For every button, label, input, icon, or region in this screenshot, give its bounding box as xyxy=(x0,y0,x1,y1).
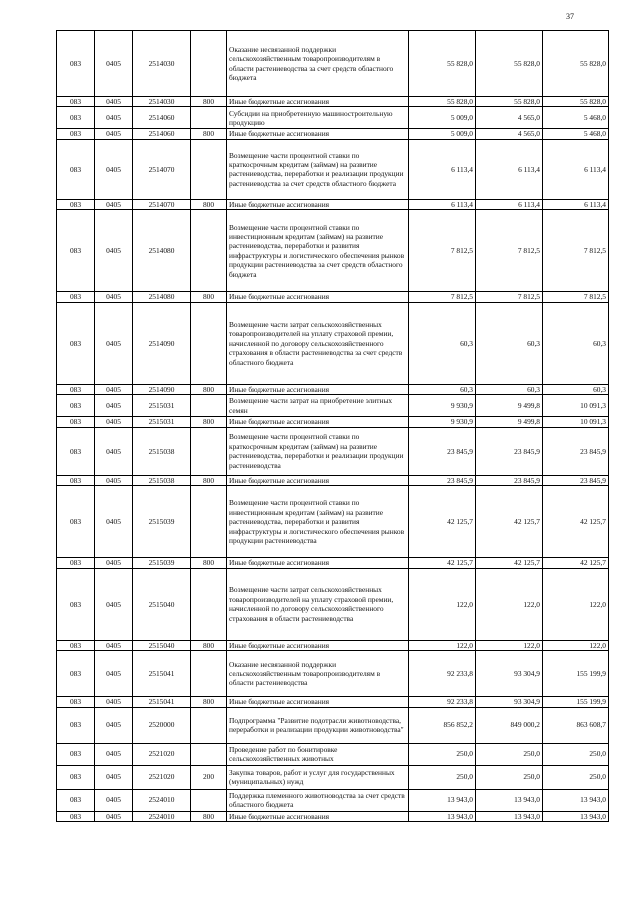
target-article-cell: 2515040 xyxy=(133,640,191,650)
amount-year2-cell: 23 845,9 xyxy=(476,475,543,485)
item-name-cell: Возмещение части затрат на приобретение элитных семян xyxy=(227,395,409,417)
target-article-cell: 2515038 xyxy=(133,475,191,485)
item-name-cell: Поддержка племенного животноводства за счет средств областного бюджета xyxy=(227,789,409,811)
amount-year1-cell: 23 845,9 xyxy=(409,475,476,485)
item-name-cell: Иные бюджетные ассигнования xyxy=(227,292,409,302)
admin-code-cell: 083 xyxy=(57,107,95,129)
item-name-cell: Оказание несвязанной поддержки сельскохозяйственным товаропроизводителям в области растениеводства xyxy=(227,651,409,697)
section-code-cell: 0405 xyxy=(95,475,133,485)
expense-kind-cell: 200 xyxy=(191,765,227,789)
amount-year2-cell: 55 828,0 xyxy=(476,31,543,97)
admin-code-cell: 083 xyxy=(57,395,95,417)
amount-year3-cell: 5 468,0 xyxy=(543,129,609,139)
amount-year2-cell: 250,0 xyxy=(476,743,543,765)
expense-kind-cell: 800 xyxy=(191,384,227,394)
amount-year2-cell: 6 113,4 xyxy=(476,139,543,199)
expense-kind-cell xyxy=(191,789,227,811)
expense-kind-cell: 800 xyxy=(191,199,227,209)
table-row xyxy=(57,384,609,394)
table-row xyxy=(57,789,609,811)
amount-year1-cell: 250,0 xyxy=(409,765,476,789)
item-name-cell: Возмещение части затрат сельскохозяйственных товаропроизводителей на уплату страховой премии, начисленной по договору сельскохозяйственного страхования в области растениеводства xyxy=(227,568,409,640)
item-name-cell: Иные бюджетные ассигнования xyxy=(227,697,409,707)
target-article-cell: 2521020 xyxy=(133,743,191,765)
amount-year1-cell: 5 009,0 xyxy=(409,129,476,139)
amount-year1-cell: 9 930,9 xyxy=(409,417,476,427)
target-article-cell: 2515038 xyxy=(133,427,191,475)
expense-kind-cell xyxy=(191,302,227,384)
admin-code-cell: 083 xyxy=(57,765,95,789)
item-name-cell: Иные бюджетные ассигнования xyxy=(227,129,409,139)
admin-code-cell: 083 xyxy=(57,811,95,821)
item-name-cell: Иные бюджетные ассигнования xyxy=(227,384,409,394)
amount-year2-cell: 42 125,7 xyxy=(476,486,543,558)
amount-year2-cell: 60,3 xyxy=(476,302,543,384)
amount-year2-cell: 60,3 xyxy=(476,384,543,394)
item-name-cell: Возмещение части процентной ставки по краткосрочным кредитам (займам) на развитие растениеводства, переработки и реализации продукции растениеводства xyxy=(227,427,409,475)
amount-year2-cell: 4 565,0 xyxy=(476,107,543,129)
amount-year2-cell: 9 499,8 xyxy=(476,395,543,417)
admin-code-cell: 083 xyxy=(57,486,95,558)
section-code-cell: 0405 xyxy=(95,199,133,209)
target-article-cell: 2524010 xyxy=(133,789,191,811)
amount-year1-cell: 6 113,4 xyxy=(409,199,476,209)
target-article-cell: 2515041 xyxy=(133,651,191,697)
amount-year2-cell: 6 113,4 xyxy=(476,199,543,209)
expense-kind-cell: 800 xyxy=(191,811,227,821)
expense-kind-cell: 800 xyxy=(191,697,227,707)
amount-year3-cell: 7 812,5 xyxy=(543,210,609,292)
section-code-cell: 0405 xyxy=(95,707,133,743)
amount-year2-cell: 7 812,5 xyxy=(476,210,543,292)
table-row xyxy=(57,129,609,139)
table-row xyxy=(57,107,609,129)
amount-year2-cell: 122,0 xyxy=(476,640,543,650)
section-code-cell: 0405 xyxy=(95,417,133,427)
amount-year2-cell: 250,0 xyxy=(476,765,543,789)
amount-year3-cell: 13 943,0 xyxy=(543,789,609,811)
target-article-cell: 2515031 xyxy=(133,395,191,417)
table-row xyxy=(57,697,609,707)
amount-year1-cell: 9 930,9 xyxy=(409,395,476,417)
target-article-cell: 2524010 xyxy=(133,811,191,821)
table-row xyxy=(57,302,609,384)
table-row xyxy=(57,139,609,199)
admin-code-cell: 083 xyxy=(57,427,95,475)
table-row xyxy=(57,210,609,292)
admin-code-cell: 083 xyxy=(57,651,95,697)
amount-year3-cell: 60,3 xyxy=(543,384,609,394)
amount-year3-cell: 5 468,0 xyxy=(543,107,609,129)
amount-year1-cell: 5 009,0 xyxy=(409,107,476,129)
expense-kind-cell: 800 xyxy=(191,640,227,650)
target-article-cell: 2515031 xyxy=(133,417,191,427)
target-article-cell: 2514080 xyxy=(133,210,191,292)
item-name-cell: Возмещение части затрат сельскохозяйственных товаропроизводителей на уплату страховой премии, начисленной по договору сельскохозяйственного страхования в области растениеводства за счет средств областного бюджета xyxy=(227,302,409,384)
expense-kind-cell xyxy=(191,395,227,417)
amount-year2-cell: 93 304,9 xyxy=(476,697,543,707)
amount-year1-cell: 42 125,7 xyxy=(409,486,476,558)
target-article-cell: 2515041 xyxy=(133,697,191,707)
item-name-cell: Субсидии на приобретенную машиностроительную продукцию xyxy=(227,107,409,129)
target-article-cell: 2514030 xyxy=(133,31,191,97)
amount-year3-cell: 155 199,9 xyxy=(543,697,609,707)
item-name-cell: Закупка товаров, работ и услуг для государственных (муниципальных) нужд xyxy=(227,765,409,789)
target-article-cell: 2514090 xyxy=(133,384,191,394)
amount-year1-cell: 13 943,0 xyxy=(409,811,476,821)
budget-table xyxy=(56,30,609,822)
amount-year1-cell: 92 233,8 xyxy=(409,651,476,697)
amount-year1-cell: 42 125,7 xyxy=(409,558,476,568)
expense-kind-cell: 800 xyxy=(191,417,227,427)
expense-kind-cell xyxy=(191,743,227,765)
section-code-cell: 0405 xyxy=(95,384,133,394)
expense-kind-cell xyxy=(191,651,227,697)
table-row xyxy=(57,31,609,97)
table-row xyxy=(57,640,609,650)
amount-year3-cell: 6 113,4 xyxy=(543,139,609,199)
admin-code-cell: 083 xyxy=(57,417,95,427)
amount-year3-cell: 122,0 xyxy=(543,640,609,650)
amount-year3-cell: 13 943,0 xyxy=(543,811,609,821)
table-row xyxy=(57,651,609,697)
item-name-cell: Иные бюджетные ассигнования xyxy=(227,417,409,427)
item-name-cell: Иные бюджетные ассигнования xyxy=(227,811,409,821)
table-row xyxy=(57,97,609,107)
admin-code-cell: 083 xyxy=(57,97,95,107)
section-code-cell: 0405 xyxy=(95,743,133,765)
target-article-cell: 2515040 xyxy=(133,568,191,640)
admin-code-cell: 083 xyxy=(57,31,95,97)
amount-year3-cell: 155 199,9 xyxy=(543,651,609,697)
section-code-cell: 0405 xyxy=(95,129,133,139)
target-article-cell: 2514070 xyxy=(133,139,191,199)
amount-year1-cell: 122,0 xyxy=(409,568,476,640)
amount-year2-cell: 9 499,8 xyxy=(476,417,543,427)
amount-year1-cell: 60,3 xyxy=(409,302,476,384)
amount-year1-cell: 13 943,0 xyxy=(409,789,476,811)
amount-year3-cell: 23 845,9 xyxy=(543,475,609,485)
target-article-cell: 2514070 xyxy=(133,199,191,209)
target-article-cell: 2514060 xyxy=(133,107,191,129)
table-row xyxy=(57,427,609,475)
item-name-cell: Возмещение части процентной ставки по инвестиционным кредитам (займам) на развитие растениеводства, переработки и развития инфраструктуры и логистического обеспечения рынков продукции растениеводства xyxy=(227,486,409,558)
table-row xyxy=(57,558,609,568)
section-code-cell: 0405 xyxy=(95,210,133,292)
expense-kind-cell xyxy=(191,568,227,640)
amount-year1-cell: 7 812,5 xyxy=(409,210,476,292)
section-code-cell: 0405 xyxy=(95,427,133,475)
item-name-cell: Иные бюджетные ассигнования xyxy=(227,640,409,650)
section-code-cell: 0405 xyxy=(95,765,133,789)
admin-code-cell: 083 xyxy=(57,384,95,394)
item-name-cell: Иные бюджетные ассигнования xyxy=(227,558,409,568)
amount-year2-cell: 42 125,7 xyxy=(476,558,543,568)
amount-year3-cell: 42 125,7 xyxy=(543,486,609,558)
amount-year3-cell: 122,0 xyxy=(543,568,609,640)
admin-code-cell: 083 xyxy=(57,292,95,302)
section-code-cell: 0405 xyxy=(95,31,133,97)
amount-year1-cell: 122,0 xyxy=(409,640,476,650)
item-name-cell: Иные бюджетные ассигнования xyxy=(227,199,409,209)
item-name-cell: Иные бюджетные ассигнования xyxy=(227,475,409,485)
amount-year3-cell: 55 828,0 xyxy=(543,31,609,97)
section-code-cell: 0405 xyxy=(95,292,133,302)
admin-code-cell: 083 xyxy=(57,475,95,485)
table-row xyxy=(57,475,609,485)
admin-code-cell: 083 xyxy=(57,129,95,139)
table-row xyxy=(57,486,609,558)
amount-year2-cell: 4 565,0 xyxy=(476,129,543,139)
amount-year3-cell: 10 091,3 xyxy=(543,417,609,427)
section-code-cell: 0405 xyxy=(95,811,133,821)
admin-code-cell: 083 xyxy=(57,210,95,292)
item-name-cell: Оказание несвязанной поддержки сельскохозяйственным товаропроизводителям в области растениеводства за счет средств областного бюджета xyxy=(227,31,409,97)
table-row xyxy=(57,292,609,302)
amount-year2-cell: 13 943,0 xyxy=(476,789,543,811)
amount-year2-cell: 93 304,9 xyxy=(476,651,543,697)
amount-year3-cell: 863 608,7 xyxy=(543,707,609,743)
item-name-cell: Возмещение части процентной ставки по краткосрочным кредитам (займам) на развитие растениеводства, переработки и реализации продукции растениеводства за счет средств областного бюджета xyxy=(227,139,409,199)
admin-code-cell: 083 xyxy=(57,568,95,640)
amount-year1-cell: 6 113,4 xyxy=(409,139,476,199)
section-code-cell: 0405 xyxy=(95,302,133,384)
table-row xyxy=(57,199,609,209)
section-code-cell: 0405 xyxy=(95,568,133,640)
amount-year3-cell: 23 845,9 xyxy=(543,427,609,475)
amount-year2-cell: 7 812,5 xyxy=(476,292,543,302)
table-row xyxy=(57,568,609,640)
expense-kind-cell xyxy=(191,707,227,743)
expense-kind-cell: 800 xyxy=(191,558,227,568)
amount-year2-cell: 122,0 xyxy=(476,568,543,640)
expense-kind-cell: 800 xyxy=(191,97,227,107)
target-article-cell: 2515039 xyxy=(133,486,191,558)
section-code-cell: 0405 xyxy=(95,139,133,199)
section-code-cell: 0405 xyxy=(95,697,133,707)
amount-year1-cell: 250,0 xyxy=(409,743,476,765)
section-code-cell: 0405 xyxy=(95,558,133,568)
amount-year3-cell: 55 828,0 xyxy=(543,97,609,107)
section-code-cell: 0405 xyxy=(95,486,133,558)
expense-kind-cell xyxy=(191,139,227,199)
amount-year3-cell: 7 812,5 xyxy=(543,292,609,302)
target-article-cell: 2521020 xyxy=(133,765,191,789)
amount-year2-cell: 13 943,0 xyxy=(476,811,543,821)
table-row xyxy=(57,811,609,821)
admin-code-cell: 083 xyxy=(57,743,95,765)
item-name-cell: Проведение работ по бонитировке сельскохозяйственных животных xyxy=(227,743,409,765)
item-name-cell: Подпрограмма "Развитие подотрасли животноводства, переработки и реализации продукции животноводства" xyxy=(227,707,409,743)
expense-kind-cell: 800 xyxy=(191,475,227,485)
amount-year1-cell: 60,3 xyxy=(409,384,476,394)
amount-year1-cell: 7 812,5 xyxy=(409,292,476,302)
amount-year2-cell: 23 845,9 xyxy=(476,427,543,475)
admin-code-cell: 083 xyxy=(57,697,95,707)
table-row xyxy=(57,395,609,417)
expense-kind-cell xyxy=(191,107,227,129)
amount-year3-cell: 60,3 xyxy=(543,302,609,384)
item-name-cell: Возмещение части процентной ставки по инвестиционным кредитам (займам) на развитие растениеводства, переработки и развития инфраструктуры и логистического обеспечения рынков продукции растениеводства за счет средств областного бюджета xyxy=(227,210,409,292)
expense-kind-cell xyxy=(191,486,227,558)
item-name-cell: Иные бюджетные ассигнования xyxy=(227,97,409,107)
target-article-cell: 2514060 xyxy=(133,129,191,139)
target-article-cell: 2514090 xyxy=(133,302,191,384)
target-article-cell: 2515039 xyxy=(133,558,191,568)
expense-kind-cell: 800 xyxy=(191,129,227,139)
target-article-cell: 2514080 xyxy=(133,292,191,302)
amount-year1-cell: 55 828,0 xyxy=(409,97,476,107)
admin-code-cell: 083 xyxy=(57,789,95,811)
amount-year3-cell: 42 125,7 xyxy=(543,558,609,568)
amount-year2-cell: 55 828,0 xyxy=(476,97,543,107)
section-code-cell: 0405 xyxy=(95,789,133,811)
expense-kind-cell: 800 xyxy=(191,292,227,302)
amount-year1-cell: 55 828,0 xyxy=(409,31,476,97)
table-row xyxy=(57,417,609,427)
section-code-cell: 0405 xyxy=(95,395,133,417)
amount-year1-cell: 856 852,2 xyxy=(409,707,476,743)
admin-code-cell: 083 xyxy=(57,558,95,568)
table-row xyxy=(57,743,609,765)
section-code-cell: 0405 xyxy=(95,107,133,129)
admin-code-cell: 083 xyxy=(57,640,95,650)
target-article-cell: 2520000 xyxy=(133,707,191,743)
amount-year2-cell: 849 000,2 xyxy=(476,707,543,743)
admin-code-cell: 083 xyxy=(57,302,95,384)
admin-code-cell: 083 xyxy=(57,139,95,199)
amount-year1-cell: 92 233,8 xyxy=(409,697,476,707)
amount-year3-cell: 6 113,4 xyxy=(543,199,609,209)
admin-code-cell: 083 xyxy=(57,707,95,743)
amount-year3-cell: 250,0 xyxy=(543,765,609,789)
expense-kind-cell xyxy=(191,210,227,292)
section-code-cell: 0405 xyxy=(95,97,133,107)
budget-table-body xyxy=(57,31,609,822)
section-code-cell: 0405 xyxy=(95,651,133,697)
table-row xyxy=(57,707,609,743)
expense-kind-cell xyxy=(191,427,227,475)
admin-code-cell: 083 xyxy=(57,199,95,209)
expense-kind-cell xyxy=(191,31,227,97)
amount-year3-cell: 250,0 xyxy=(543,743,609,765)
section-code-cell: 0405 xyxy=(95,640,133,650)
target-article-cell: 2514030 xyxy=(133,97,191,107)
page-number: 37 xyxy=(566,12,574,21)
amount-year3-cell: 10 091,3 xyxy=(543,395,609,417)
amount-year1-cell: 23 845,9 xyxy=(409,427,476,475)
table-row xyxy=(57,765,609,789)
